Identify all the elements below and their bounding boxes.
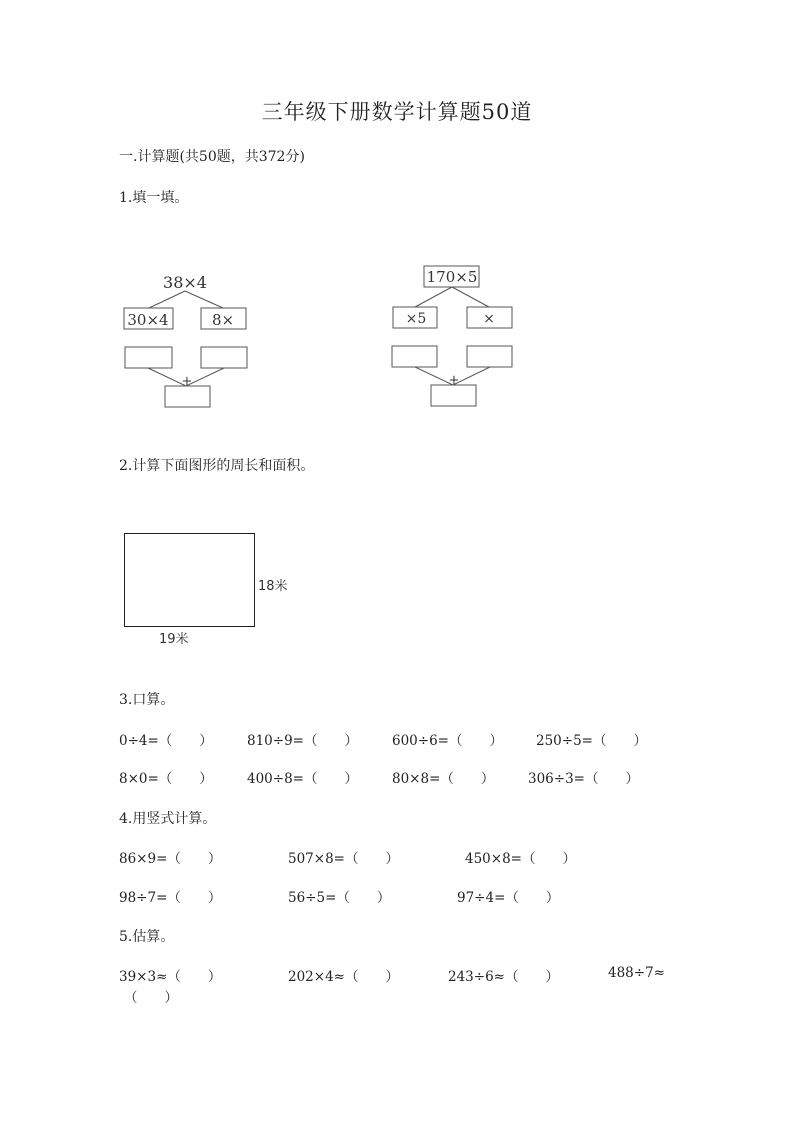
tree-2-sum-box: [431, 385, 476, 406]
section-heading: 一.计算题(共50题，共372分): [119, 149, 305, 165]
tree-1-right-text: 8×: [211, 311, 235, 329]
tree-1-left-text: 30×4: [127, 311, 169, 329]
tree-1-top: 38×4: [163, 273, 207, 292]
tree-2-join-left: [415, 367, 453, 385]
tree-1: [124, 291, 247, 407]
tree-2-right-text: ×: [483, 311, 495, 327]
estimate-item: 243÷6≈（ ）: [448, 969, 559, 985]
question-1-label: 1.填一填。: [119, 190, 189, 206]
tree-1-branch-right: [185, 291, 223, 308]
question-2-label: 2.计算下面图形的周长和面积。: [119, 458, 315, 474]
mental-math-item: 306÷3=（ ）: [528, 771, 639, 787]
vertical-calc-item: 97÷4=（ ）: [457, 890, 560, 906]
decomposition-trees: [0, 0, 794, 420]
page-title: 三年级下册数学计算题50道: [261, 100, 533, 124]
vertical-calc-item: 98÷7=（ ）: [119, 890, 222, 906]
mental-math-item: 600÷6=（ ）: [392, 733, 503, 749]
vertical-calc-item: 507×8=（ ）: [288, 851, 399, 867]
tree-1-branch-left: [149, 291, 185, 308]
mental-math-item: 80×8=（ ）: [392, 771, 495, 787]
estimate-item: 202×4≈（ ）: [288, 969, 399, 985]
tree-2-left-answer-box: [392, 346, 437, 367]
mental-math-item: 810÷9=（ ）: [247, 733, 358, 749]
estimate-item-wrap: （ ）: [124, 990, 178, 1006]
mental-math-item: 250÷5=（ ）: [536, 733, 647, 749]
tree-1-right-answer-box: [201, 347, 247, 368]
vertical-calc-item: 56÷5=（ ）: [288, 890, 391, 906]
question-3-label: 3.口算。: [119, 692, 175, 708]
tree-2-right-answer-box: [467, 346, 512, 367]
question-5-label: 5.估算。: [119, 929, 175, 945]
estimate-item: 488÷7≈: [608, 965, 665, 981]
vertical-calc-item: 450×8=（ ）: [465, 851, 576, 867]
tree-2-top: 170×5: [426, 268, 478, 286]
tree-2-left-text: ×5: [405, 311, 427, 327]
tree-1-left-answer-box: [125, 347, 172, 368]
tree-1-sum-box: [165, 386, 210, 407]
mental-math-item: 0÷4=（ ）: [119, 733, 213, 749]
tree-2-branch-right: [452, 287, 489, 307]
question-4-label: 4.用竖式计算。: [119, 811, 217, 827]
tree-1-join-left: [148, 368, 186, 386]
tree-2-branch-left: [415, 287, 452, 307]
vertical-calc-item: 86×9=（ ）: [119, 851, 222, 867]
mental-math-item: 400÷8=（ ）: [247, 771, 358, 787]
rectangle-height-label: 18米: [258, 579, 288, 594]
rectangle-width-label: 19米: [159, 632, 189, 647]
mental-math-item: 8×0=（ ）: [119, 771, 213, 787]
estimate-item: 39×3≈（ ）: [119, 969, 222, 985]
rectangle-figure: [124, 533, 255, 627]
tree-2-plus: +: [448, 373, 460, 388]
tree-1-plus: +: [181, 374, 193, 389]
